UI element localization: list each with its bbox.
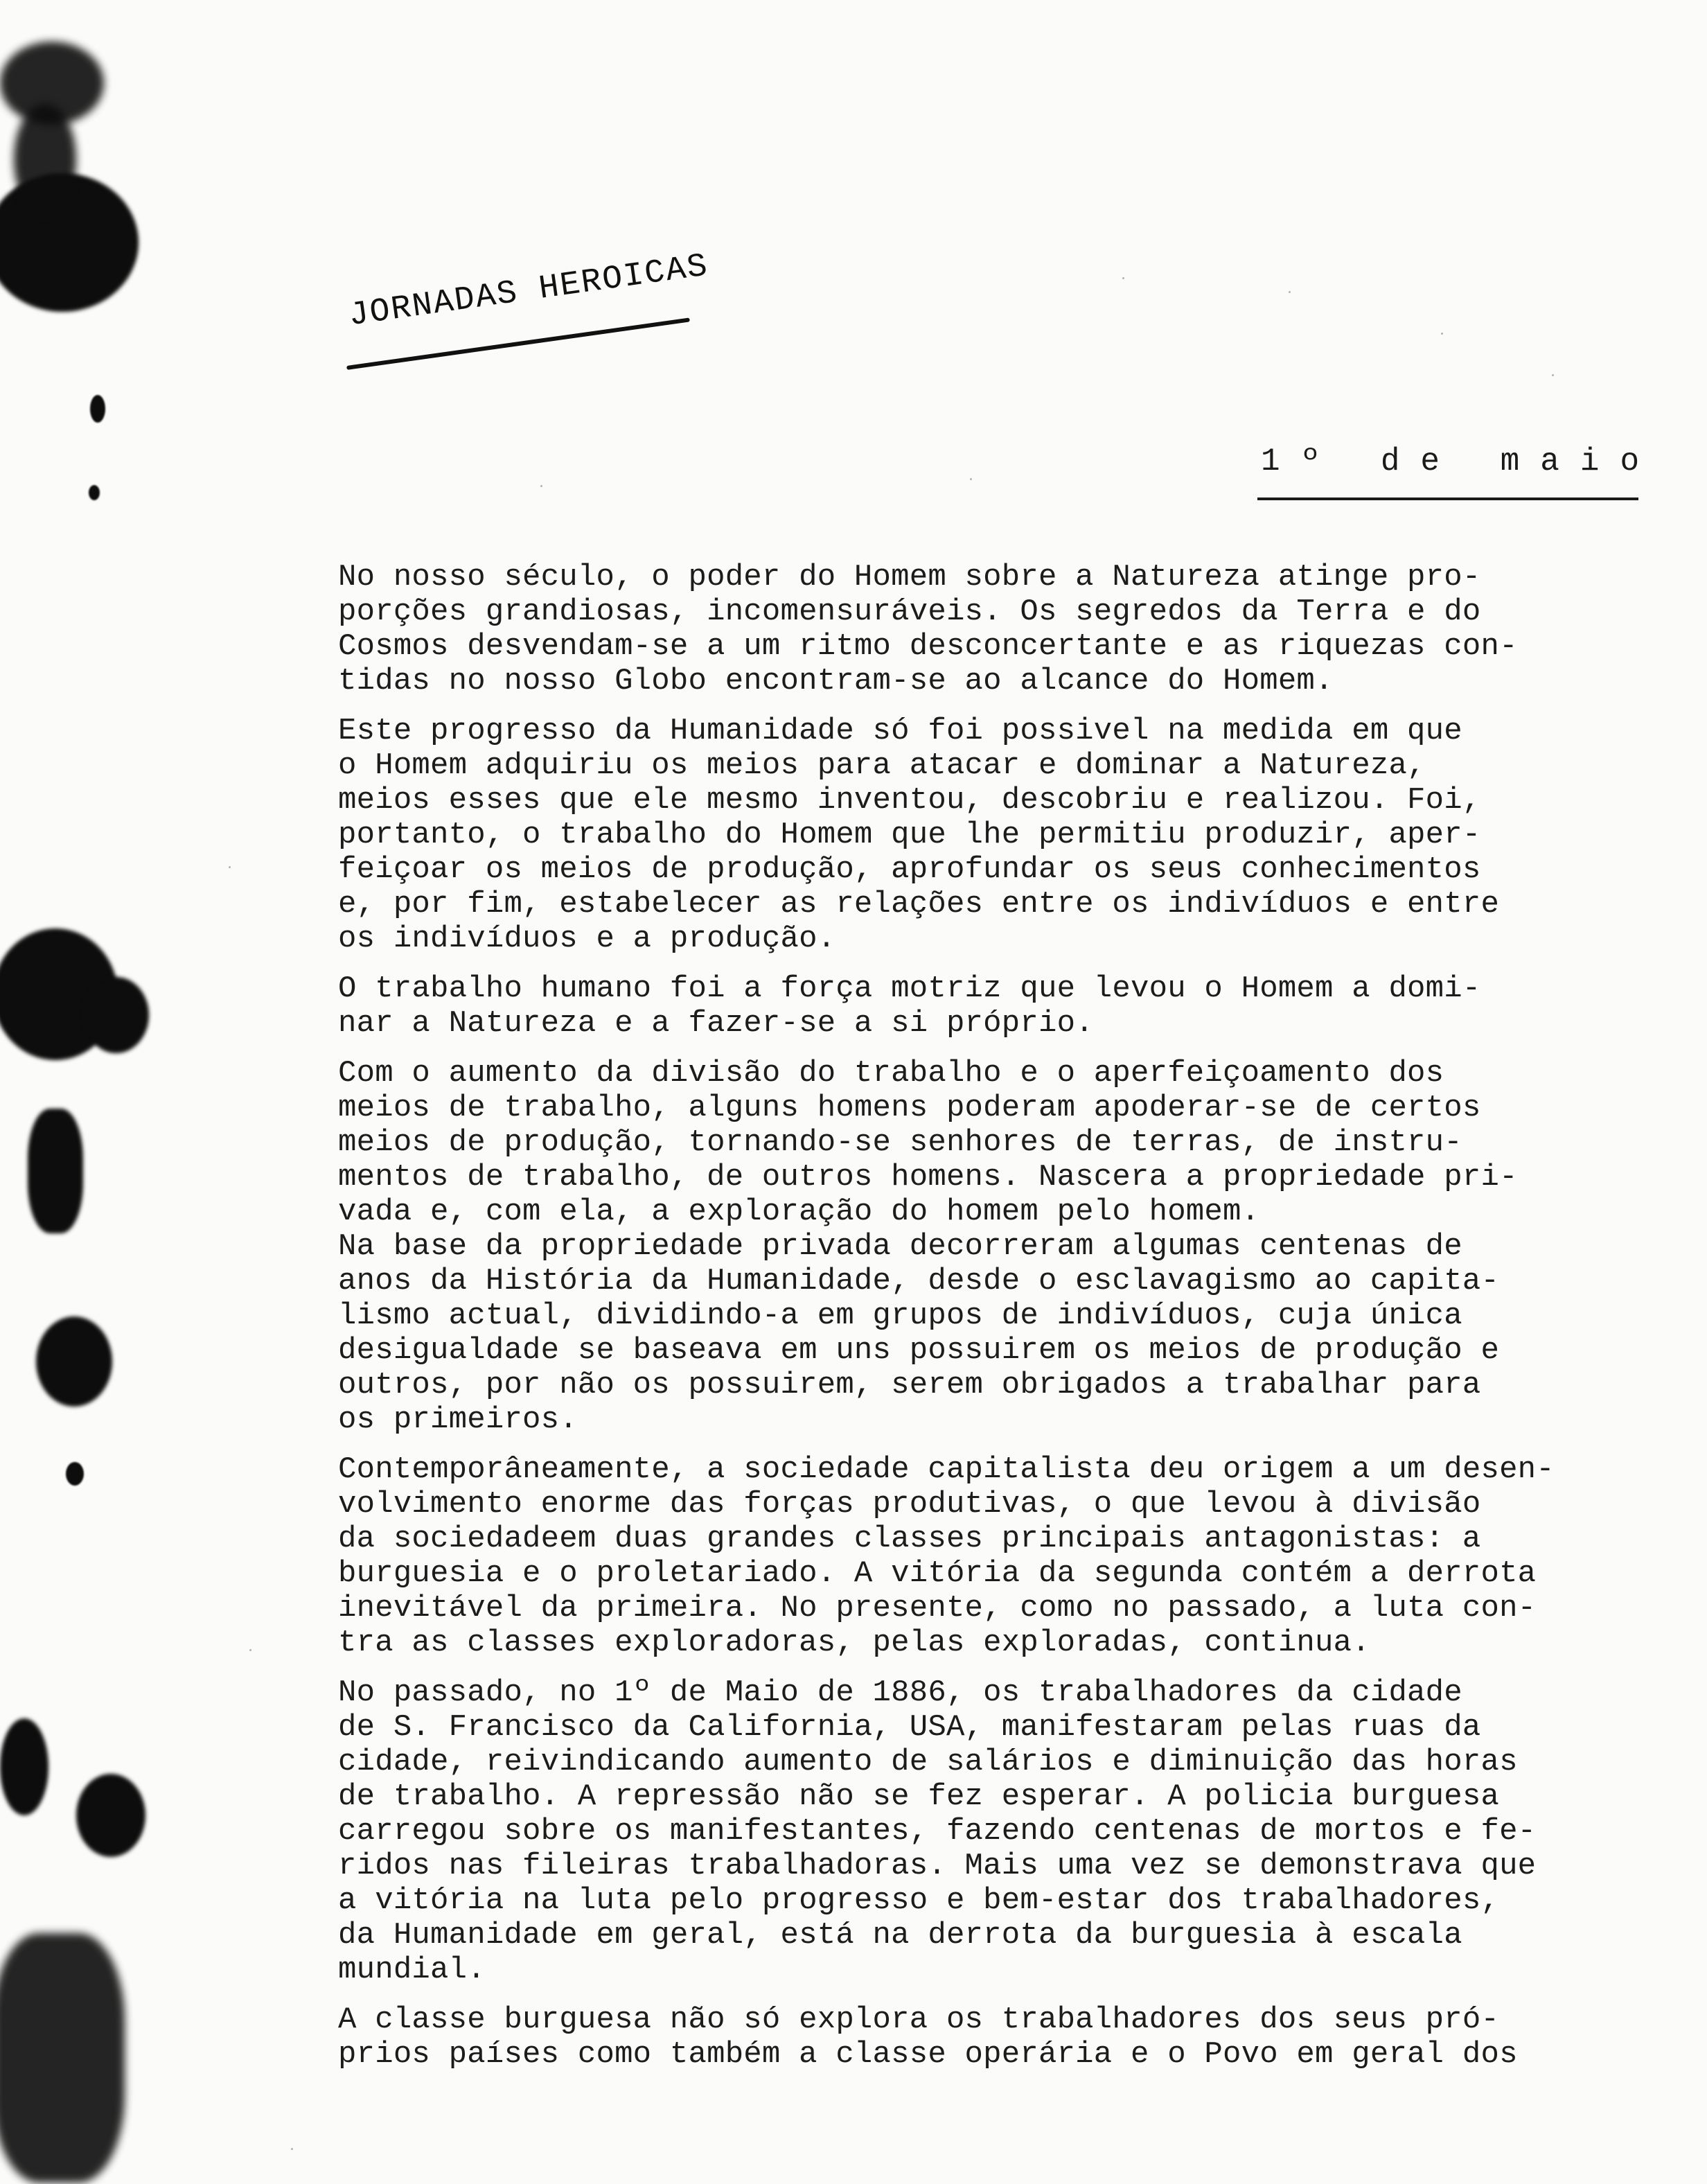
paragraph-5	[338, 1229, 1665, 1437]
text-line: e, por fim, estabelecer as relações entre os indivíduos e entre	[338, 887, 1500, 922]
text-line: prios países como também a classe operária e o Povo em geral dos	[338, 2037, 1518, 2072]
text-line: os primeiros.	[338, 1402, 578, 1437]
text-line: da sociedadeem duas grandes classes principais antagonistas: a	[338, 1522, 1481, 1556]
text-line: desigualdade se baseava em uns possuirem os meios de produção e	[338, 1333, 1500, 1368]
paragraph-8	[338, 2002, 1665, 2072]
paragraph-4	[338, 1056, 1665, 1229]
text-line: volvimento enorme das forças produtivas, o que levou à divisão	[338, 1487, 1481, 1522]
paragraph-1	[338, 560, 1665, 698]
ink-blot-mid-4	[36, 1316, 112, 1407]
series-title: JORNADAS HEROICAS	[346, 247, 711, 335]
text-line: tidas no nosso Globo encontram-se ao alcance do Homem.	[338, 664, 1334, 698]
speck	[291, 2148, 293, 2150]
date-heading-underline	[1257, 497, 1638, 500]
paragraph-2	[338, 714, 1665, 956]
text-line: Com o aumento da divisão do trabalho e o aperfeiçoamento dos	[338, 1056, 1444, 1091]
text-line: ridos nas fileiras trabalhadoras. Mais uma vez se demonstrava que	[338, 1849, 1537, 1883]
paragraph-6	[338, 1452, 1665, 1660]
speck	[229, 866, 231, 868]
text-line: mentos de trabalho, de outros homens. Nascera a propriedade pri-	[338, 1160, 1518, 1195]
paragraph-7	[338, 1675, 1665, 1987]
speck	[249, 1649, 251, 1651]
text-line: mundial.	[338, 1953, 486, 1987]
text-line: da Humanidade em geral, está na derrota da burguesia à escala	[338, 1918, 1462, 1953]
text-line: lismo actual, dividindo-a em grupos de indivíduos, cuja única	[338, 1298, 1462, 1333]
article-body	[338, 560, 1665, 2087]
punch-mark-2	[89, 485, 100, 500]
date-heading: 1º de maio	[1261, 443, 1661, 479]
text-line: inevitável da primeira. No presente, como no passado, a luta con-	[338, 1591, 1537, 1626]
speck	[1441, 333, 1443, 335]
punch-mark-1	[90, 395, 105, 423]
text-line: carregou sobre os manifestantes, fazendo centenas de mortos e fe-	[338, 1814, 1537, 1849]
text-line: burguesia e o proletariado. A vitória da segunda contém a derrota	[338, 1556, 1537, 1591]
text-line: vada e, com ela, a exploração do homem pelo homem.	[338, 1195, 1260, 1229]
ink-blot-top-3	[14, 104, 76, 215]
ink-blot-mid-2	[83, 977, 149, 1053]
speck	[970, 478, 972, 480]
text-line: meios de trabalho, alguns homens poderam apoderar-se de certos	[338, 1091, 1481, 1125]
speck	[540, 485, 542, 487]
text-line: o Homem adquiriu os meios para atacar e dominar a Natureza,	[338, 748, 1426, 783]
text-line: de S. Francisco da California, USA, manifestaram pelas ruas da	[338, 1710, 1481, 1745]
text-line: No nosso século, o poder do Homem sobre a Natureza atinge pro-	[338, 560, 1481, 595]
text-line: meios de produção, tornando-se senhores de terras, de instru-	[338, 1125, 1462, 1160]
text-line: Na base da propriedade privada decorreram algumas centenas de	[338, 1229, 1462, 1264]
ink-blot-low-1	[0, 1718, 48, 1815]
text-line: de trabalho. A repressão não se fez esperar. A policia burguesa	[338, 1779, 1500, 1814]
speck	[1122, 277, 1124, 279]
text-line: portanto, o trabalho do Homem que lhe permitiu produzir, aper-	[338, 818, 1481, 852]
ink-blot-mid-3	[28, 1109, 83, 1233]
text-line: A classe burguesa não só explora os trabalhadores dos seus pró-	[338, 2002, 1500, 2037]
text-line: outros, por não os possuirem, serem obrigados a trabalhar para	[338, 1368, 1481, 1402]
ink-blot-low-2	[76, 1774, 145, 1857]
text-line: tra as classes exploradoras, pelas exploradas, continua.	[338, 1626, 1370, 1660]
speck	[1289, 291, 1291, 293]
text-line: a vitória na luta pelo progresso e bem-estar dos trabalhadores,	[338, 1883, 1500, 1918]
text-line: meios esses que ele mesmo inventou, descobriu e realizou. Foi,	[338, 783, 1481, 818]
text-line: Cosmos desvendam-se a um ritmo desconcertante e as riquezas con-	[338, 629, 1518, 664]
punch-mark-3	[66, 1462, 84, 1486]
text-line: feiçoar os meios de produção, aprofundar os seus conhecimentos	[338, 852, 1481, 887]
speck	[1552, 374, 1554, 376]
text-line: Contemporâneamente, a sociedade capitalista deu origem a um desen-	[338, 1452, 1555, 1487]
text-line: porções grandiosas, incomensuráveis. Os segredos da Terra e do	[338, 595, 1481, 629]
text-line: cidade, reivindicando aumento de salários e diminuição das horas	[338, 1745, 1518, 1779]
text-line: O trabalho humano foi a força motriz que levou o Homem a domi-	[338, 971, 1481, 1006]
text-line: anos da História da Humanidade, desde o esclavagismo ao capita-	[338, 1264, 1500, 1298]
paragraph-3	[338, 971, 1665, 1041]
text-line: os indivíduos e a produção.	[338, 922, 836, 956]
text-line: Este progresso da Humanidade só foi possivel na medida em que	[338, 714, 1462, 748]
ink-blot-bottom	[0, 1933, 125, 2183]
text-line: nar a Natureza e a fazer-se a si próprio.	[338, 1006, 1094, 1041]
text-line: No passado, no 1º de Maio de 1886, os trabalhadores da cidade	[338, 1675, 1462, 1710]
